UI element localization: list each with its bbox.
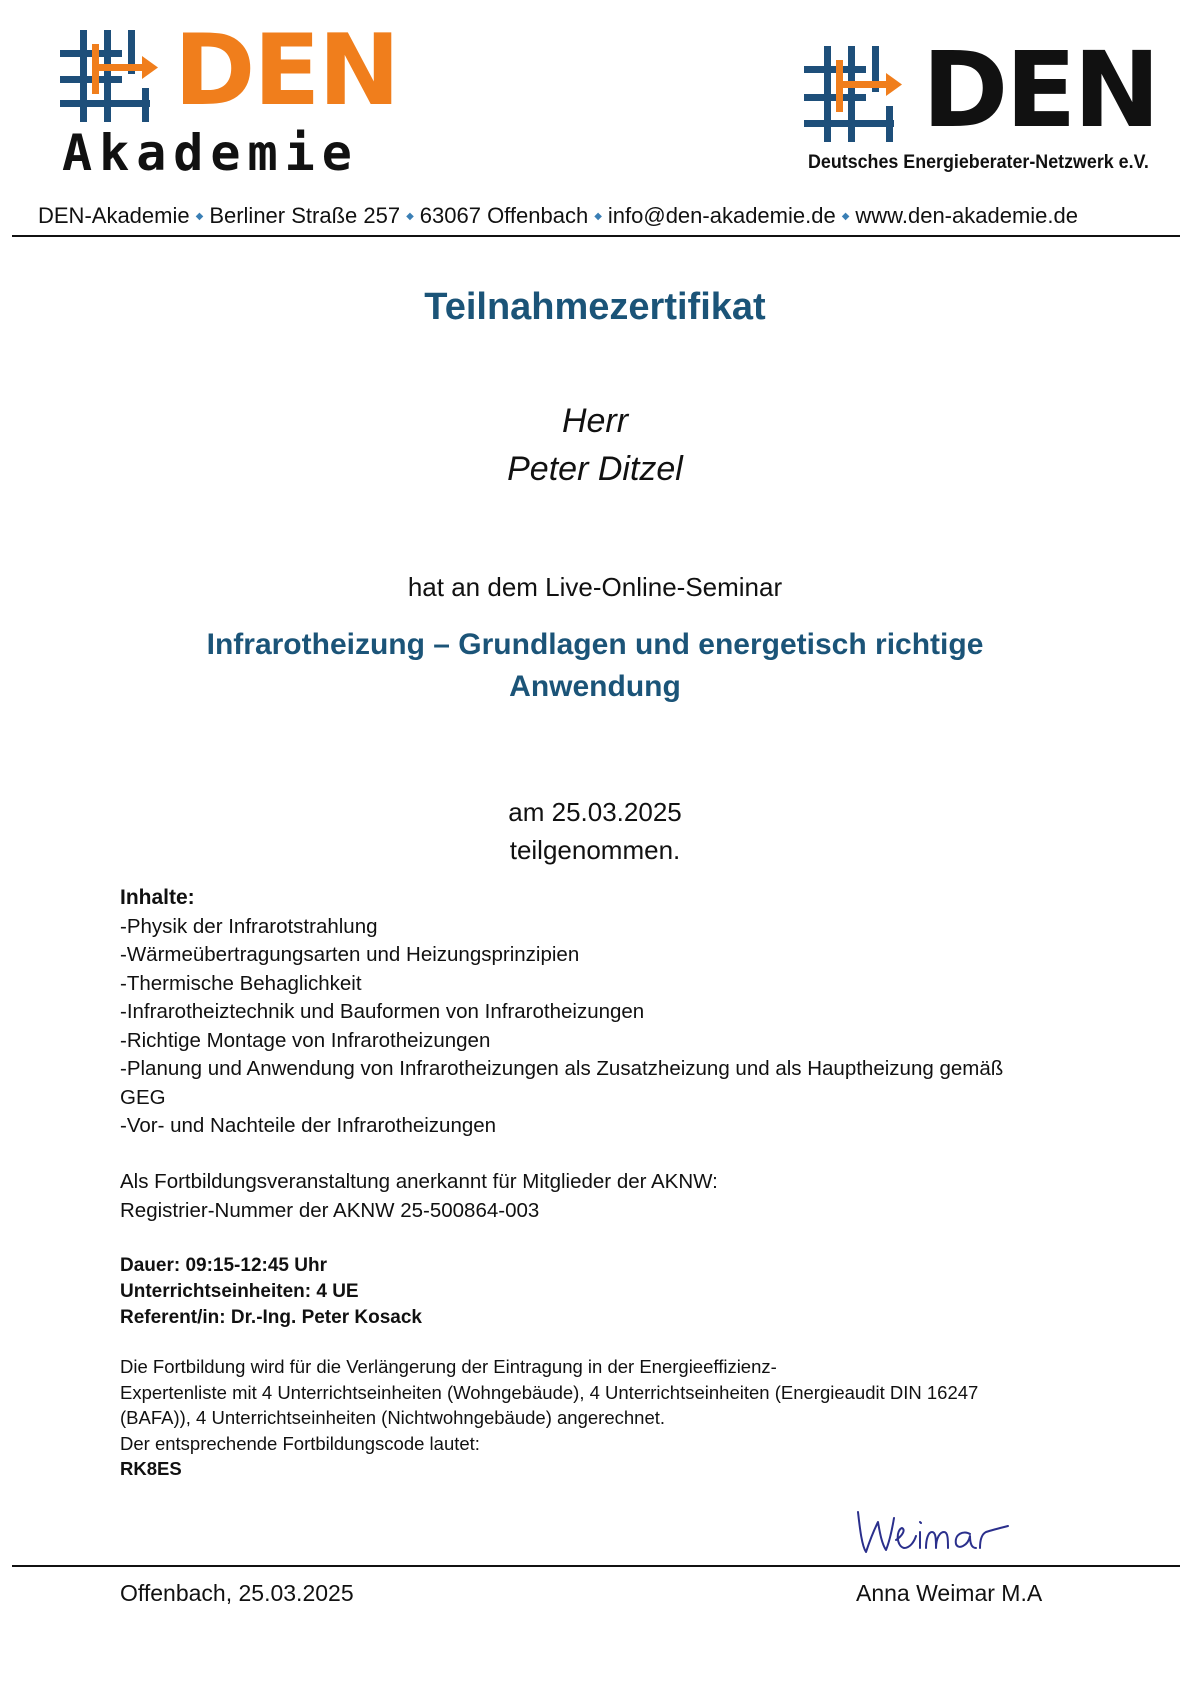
address-line — [38, 203, 1158, 229]
certificate-title: Teilnahmezertifikat — [424, 286, 766, 328]
list-item: -Planung und Anwendung von Infrarotheizungen als Zusatzheizung und als Hauptheizung gemäß — [120, 1057, 1004, 1080]
contents-heading: Inhalte: — [120, 886, 195, 909]
seminar-title — [140, 624, 1050, 708]
participation-note: teilgenommen. — [509, 835, 681, 865]
list-item: -Wärmeübertragungsarten und Heizungsprinzipien — [120, 943, 580, 966]
den-network-wordmark: DEN — [922, 29, 1158, 151]
list-item: -Thermische Behaglichkeit — [120, 971, 362, 995]
address-org: DEN-Akademie — [38, 203, 190, 228]
list-item: GEG — [120, 1085, 166, 1109]
akademie-wordmark: Akademie — [62, 124, 359, 182]
handwritten-signature — [852, 1500, 1012, 1560]
extension-line: (BAFA)), 4 Unterrichtseinheiten (Nichtwohngebäude) angerechnet. — [120, 1407, 666, 1428]
list-item: -Physik der Infrarotstrahlung — [120, 914, 378, 938]
separator-dot-icon: ◆ — [406, 210, 414, 222]
den-network-subtitle: Deutsches Energieberater-Netzwerk e.V. — [808, 152, 1149, 173]
separator-dot-icon: ◆ — [195, 210, 204, 222]
duration: Dauer: 09:15-12:45 Uhr — [120, 1255, 327, 1276]
separator-dot-icon: ◆ — [594, 210, 602, 222]
recognition-line: Als Fortbildungsveranstaltung anerkannt für Mitglieder der AKNW: — [120, 1170, 718, 1193]
den-network-mark-icon — [60, 30, 168, 122]
den-network-mark-icon — [804, 46, 912, 142]
seminar-title-line1: Infrarotheizung – Grundlagen und energetisch richtige — [206, 628, 984, 661]
header-divider — [12, 235, 1180, 237]
speaker: Referent/in: Dr.-Ing. Peter Kosack — [120, 1307, 422, 1328]
address-city: 63067 Offenbach — [419, 203, 589, 228]
address-web[interactable]: www.den-akademie.de — [855, 203, 1078, 228]
extension-line: Der entsprechende Fortbildungscode lautet: — [120, 1432, 480, 1454]
registration-number: Registrier-Nummer der AKNW 25-500864-003 — [120, 1198, 540, 1222]
list-item: -Vor- und Nachteile der Infrarotheizungen — [120, 1114, 497, 1137]
teaching-units: Unterrichtseinheiten: 4 UE — [120, 1281, 359, 1302]
training-code: RK8ES — [120, 1458, 182, 1479]
extension-note — [120, 1354, 1080, 1482]
recognition-section — [120, 1168, 1080, 1225]
list-item: -Infrarotheiztechnik und Bauformen von Infrarotheizungen — [120, 1000, 645, 1023]
seminar-date: am 25.03.2025 — [508, 797, 682, 827]
footer-divider — [12, 1565, 1180, 1567]
recipient-salutation: Herr — [561, 402, 629, 440]
contents-section — [120, 884, 1080, 1141]
address-email[interactable]: info@den-akademie.de — [607, 203, 836, 228]
den-logo-wordmark: DEN — [174, 14, 399, 128]
signatory-name: Anna Weimar M.A — [856, 1580, 1043, 1606]
extension-line: Die Fortbildung wird für die Verlängerung der Eintragung in der Energieeffizienz- — [120, 1356, 777, 1377]
place-date: Offenbach, 25.03.2025 — [120, 1580, 354, 1606]
list-item: -Richtige Montage von Infrarotheizungen — [120, 1028, 491, 1052]
separator-dot-icon: ◆ — [841, 210, 850, 222]
address-street: Berliner Straße 257 — [209, 203, 401, 228]
recipient-name: Peter Ditzel — [507, 450, 683, 488]
seminar-title-line2: Anwendung — [509, 670, 681, 703]
seminar-intro: hat an dem Live-Online-Seminar — [407, 572, 783, 602]
extension-line: Expertenliste mit 4 Unterrichtseinheiten (Wohngebäude), 4 Unterrichtseinheiten (Energieaudit DIN 16247 — [120, 1381, 979, 1403]
details-section — [120, 1253, 422, 1331]
